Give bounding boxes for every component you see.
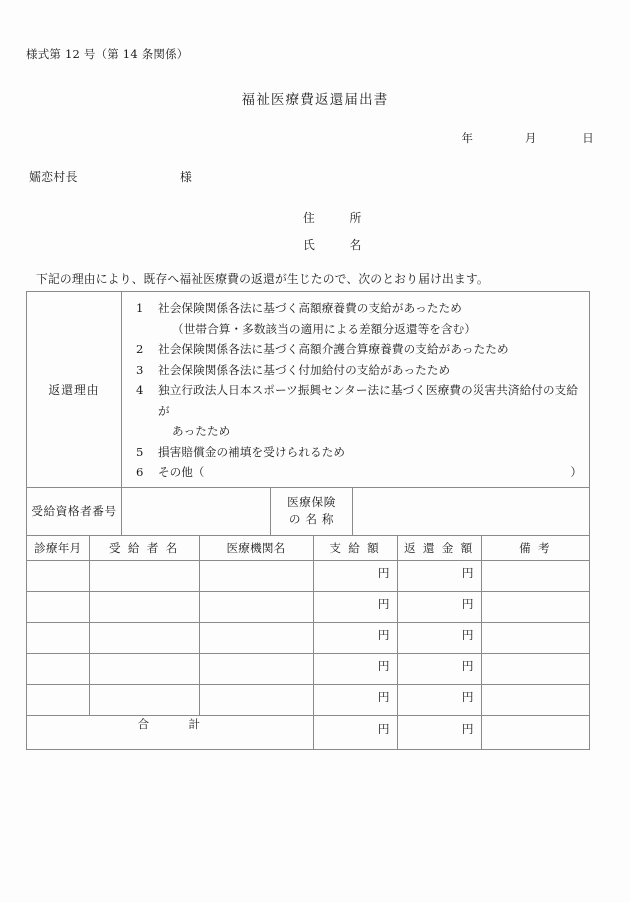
total-remarks[interactable]: [481, 715, 589, 749]
cell-institution[interactable]: [199, 653, 313, 684]
reason-option-2[interactable]: [122, 339, 589, 360]
cell-treatment-month[interactable]: [27, 560, 89, 591]
addressee-name: 嬬恋村長: [29, 170, 78, 184]
column-header-return-amount: 返 還 金 額: [397, 536, 481, 561]
addressee: [29, 168, 192, 185]
cell-return-amount[interactable]: [397, 591, 481, 622]
table-header-row: [27, 536, 589, 561]
table-row: [27, 591, 589, 622]
reason-section: [27, 292, 589, 488]
column-header-treatment-month: 診療年月: [27, 536, 89, 561]
cell-paid-amount[interactable]: [313, 684, 397, 715]
cell-recipient-name[interactable]: [89, 560, 199, 591]
reason-option-4-number: 4: [136, 383, 144, 397]
name-label-b: 名: [349, 238, 362, 252]
column-header-institution: 医療機関名: [199, 536, 313, 561]
currency-unit: 円: [377, 627, 390, 642]
currency-unit: 円: [461, 689, 474, 704]
signature-block: [303, 209, 362, 263]
date-line: [461, 130, 594, 146]
reason-section-label: 返還理由: [27, 292, 122, 487]
reason-option-6-paren-close: ）: [570, 465, 582, 479]
table-row: [27, 684, 589, 715]
reason-option-1-note: （世帯合算・多数該当の適用による差額分返還等を含む）: [172, 321, 477, 336]
cell-treatment-month[interactable]: [27, 684, 89, 715]
reason-list: [122, 292, 589, 487]
cell-recipient-name[interactable]: [89, 591, 199, 622]
address-label-a: 住: [303, 211, 316, 225]
table-row: [27, 560, 589, 591]
reason-option-4-continuation: あったため: [172, 424, 231, 438]
recipient-number-input[interactable]: [122, 488, 271, 535]
cell-return-amount[interactable]: [397, 653, 481, 684]
reason-option-3[interactable]: [122, 360, 589, 381]
currency-unit: 円: [377, 565, 390, 580]
cell-remarks[interactable]: [481, 591, 589, 622]
insurance-name-label-line2: の 名 称: [288, 512, 335, 526]
form-number: 様式第 12 号（第 14 条関係）: [26, 47, 189, 61]
total-return-amount[interactable]: [397, 715, 481, 749]
cell-institution[interactable]: [199, 560, 313, 591]
currency-unit: 円: [377, 658, 390, 673]
reason-option-3-text: 社会保険関係各法に基づく付加給付の支給があったため: [158, 362, 451, 377]
reason-option-5-text: 損害賠償金の補填を受けられるため: [158, 444, 346, 459]
table-row: [27, 653, 589, 684]
cell-institution[interactable]: [199, 591, 313, 622]
cell-return-amount[interactable]: [397, 622, 481, 653]
total-paid-amount[interactable]: [313, 715, 397, 749]
column-header-remarks: 備 考: [481, 536, 589, 561]
date-year-label: 年: [461, 131, 474, 145]
cell-recipient-name[interactable]: [89, 684, 199, 715]
name-label-a: 氏: [303, 238, 316, 252]
insurance-name-input[interactable]: [353, 488, 589, 535]
intro-sentence: 下記の理由により、既存へ福祉医療費の返還が生じたので、次のとおり届け出ます。: [36, 272, 489, 286]
currency-unit: 円: [377, 689, 390, 704]
addressee-honorific: 様: [179, 170, 193, 184]
document-title: 福祉医療費返還届出書: [241, 92, 389, 108]
currency-unit: 円: [377, 721, 390, 736]
date-month-label: 月: [524, 131, 537, 145]
insurance-name-label: [271, 488, 353, 535]
cell-recipient-name[interactable]: [89, 653, 199, 684]
column-header-recipient-name: 受 給 者 名: [89, 536, 199, 561]
cell-remarks[interactable]: [481, 653, 589, 684]
reason-option-4[interactable]: [122, 380, 589, 421]
reason-option-1[interactable]: [122, 298, 589, 319]
date-day-label: 日: [582, 131, 594, 145]
reason-option-1-text: 社会保険関係各法に基づく高額療養費の支給があったため: [158, 301, 462, 315]
return-details-table: [27, 536, 589, 749]
reason-option-6-text: その他（: [158, 465, 205, 479]
cell-remarks[interactable]: [481, 622, 589, 653]
cell-return-amount[interactable]: [397, 684, 481, 715]
cell-paid-amount[interactable]: [313, 653, 397, 684]
insurance-name-label-line1: 医療保険: [287, 495, 336, 509]
reason-option-5[interactable]: [122, 442, 589, 463]
reason-option-4-text: 独立行政法人日本スポーツ振興センター法に基づく医療費の災害共済給付の支給が: [158, 383, 579, 418]
reason-option-5-number: 5: [136, 444, 144, 459]
column-header-paid-amount: 支 給 額: [313, 536, 397, 561]
cell-treatment-month[interactable]: [27, 653, 89, 684]
insurance-row: [27, 488, 589, 536]
name-field-row: [303, 236, 362, 253]
cell-institution[interactable]: [199, 684, 313, 715]
currency-unit: 円: [461, 658, 474, 673]
total-label: [27, 715, 313, 749]
cell-remarks[interactable]: [481, 560, 589, 591]
currency-unit: 円: [461, 721, 474, 736]
cell-paid-amount[interactable]: [313, 622, 397, 653]
currency-unit: 円: [461, 596, 474, 611]
cell-return-amount[interactable]: [397, 560, 481, 591]
cell-institution[interactable]: [199, 622, 313, 653]
cell-treatment-month[interactable]: [27, 622, 89, 653]
reason-option-2-text: 社会保険関係各法に基づく高額介護合算療養費の支給があったため: [158, 342, 509, 356]
cell-treatment-month[interactable]: [27, 591, 89, 622]
currency-unit: 円: [461, 627, 474, 642]
recipient-number-label: 受給資格者番号: [27, 488, 122, 535]
currency-unit: 円: [377, 596, 390, 611]
reason-option-6[interactable]: [122, 462, 589, 483]
total-label-a: 合: [137, 716, 152, 731]
cell-remarks[interactable]: [481, 684, 589, 715]
cell-recipient-name[interactable]: [89, 622, 199, 653]
table-total-row: [27, 715, 589, 749]
reason-option-6-number: 6: [136, 465, 144, 479]
reason-option-1-number: 1: [136, 301, 144, 315]
reason-option-2-number: 2: [136, 342, 144, 356]
cell-paid-amount[interactable]: [313, 591, 397, 622]
cell-paid-amount[interactable]: [313, 560, 397, 591]
total-label-b: 計: [188, 716, 203, 731]
address-field-row: [303, 209, 362, 226]
currency-unit: 円: [461, 565, 474, 580]
address-label-b: 所: [349, 211, 362, 225]
form-table: [26, 291, 590, 750]
reason-option-3-number: 3: [136, 362, 144, 377]
table-row: [27, 622, 589, 653]
